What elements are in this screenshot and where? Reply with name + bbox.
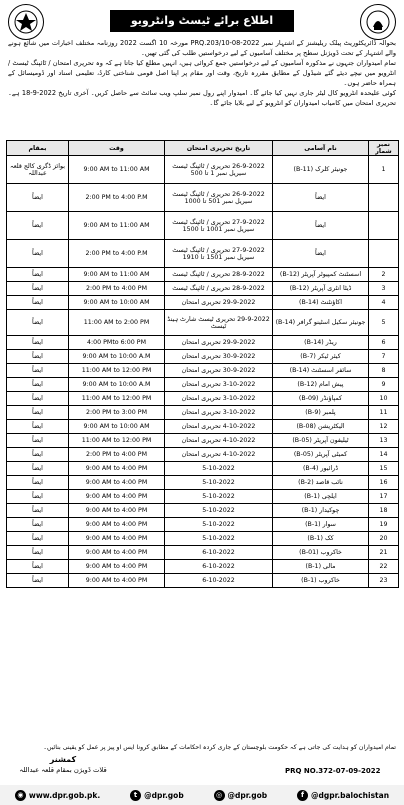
cell-venue: ایضاً: [7, 574, 69, 588]
twitter-handle: @dpr.gob: [144, 790, 184, 800]
twitter-link[interactable]: [130, 790, 184, 801]
cell-time: 2:00 PM to 4:00 P.M: [69, 240, 165, 268]
cell-no: 16: [369, 476, 399, 490]
cell-post: اسسٹنٹ کمپیوٹر آپریٹر (B-12): [273, 268, 369, 282]
cell-date: 5-10-2022: [165, 532, 273, 546]
table-row: [7, 574, 399, 588]
cell-no: 13: [369, 434, 399, 448]
table-row: [7, 406, 399, 420]
cell-date: 29-9-2022 تحریری ٹیسٹ شارٹ ہینڈ ٹیسٹ: [165, 310, 273, 336]
cell-no: 23: [369, 574, 399, 588]
cell-venue: ایضاً: [7, 268, 69, 282]
facebook-link[interactable]: [297, 790, 389, 801]
cell-time: 11:00 AM to 12:00 PM: [69, 392, 165, 406]
cell-time: 9:00 AM to 11:00 AM: [69, 156, 165, 184]
table-row: [7, 212, 399, 240]
cell-venue: ایضاً: [7, 420, 69, 434]
cell-no: 9: [369, 378, 399, 392]
prq-number: PRQ NO.372-07-09-2022: [285, 767, 381, 775]
cell-date: 3-10-2022 تحریری امتحان: [165, 406, 273, 420]
table-row: [7, 560, 399, 574]
cell-time: 9:00 AM to 4:00 PM: [69, 546, 165, 560]
cell-post: سائفر اسسٹنٹ (B-14): [273, 364, 369, 378]
cell-date: 5-10-2022: [165, 504, 273, 518]
cell-venue: ایضاً: [7, 378, 69, 392]
table-row: [7, 336, 399, 350]
intro-paragraph: کوئی علیحدہ انٹرویو کال لیٹر جاری نہیں کیا جائے گا۔ امیدوار اپنے رول نمبر سلپ ویب سائٹ سے حاصل کریں۔ آخری تاریخ 2022-9-18 ہے۔ تحریری امتحان میں کامیاب امیدواران کو انٹرویو کے لیے بلایا جائے گا۔: [8, 89, 396, 107]
cell-post: کمپاؤنڈر (B-09): [273, 392, 369, 406]
signature-block: [8, 755, 118, 775]
cell-no: [369, 240, 399, 268]
table-row: [7, 156, 399, 184]
cell-post: چوکیدار (B-1): [273, 504, 369, 518]
cell-date: 5-10-2022: [165, 518, 273, 532]
table-row: [7, 532, 399, 546]
website-text: www.dpr.gob.pk.: [28, 790, 101, 800]
cell-time: 9:00 AM to 4:00 PM: [69, 532, 165, 546]
intro-text: [8, 38, 396, 138]
table-row: [7, 434, 399, 448]
cell-time: 2:00 PM to 4:00 P.M: [69, 184, 165, 212]
cell-venue: ایضاً: [7, 240, 69, 268]
cell-date: 27-9-2022 تحریری / ٹائپنگ ٹیسٹ سیریل نمبر 1501 تا 1910: [165, 240, 273, 268]
cell-time: 9:00 AM to 10:00 AM: [69, 420, 165, 434]
cell-no: 21: [369, 546, 399, 560]
cell-venue: ایضاً: [7, 212, 69, 240]
cell-no: 7: [369, 350, 399, 364]
cell-date: 4-10-2022 تحریری امتحان: [165, 420, 273, 434]
cell-time: 9:00 AM to 10:00 A.M: [69, 378, 165, 392]
cell-time: 2:00 PM to 3:00 PM: [69, 406, 165, 420]
cell-post: الیکٹریشن (B-08): [273, 420, 369, 434]
header-post: نام آسامی: [273, 141, 369, 156]
cell-venue: ایضاً: [7, 476, 69, 490]
cell-no: 11: [369, 406, 399, 420]
table-row: [7, 392, 399, 406]
cell-post: سوار (B-1): [273, 518, 369, 532]
intro-paragraph: بحوالہ ڈائریکٹوریٹ پبلک ریلیشنز کے اشتہار نمبر PRQ.203/10-08-2022 مورخہ 10 اگست 2022 روزنامہ مختلف اخبارات میں شائع ہونے والے اشتہار کے تحت ڈویژنل سطح پر مختلف آسامیوں کے لیے درخواستیں طلب کی گئی تھیں۔: [8, 39, 396, 57]
table-row: [7, 282, 399, 296]
cell-date: 4-10-2022 تحریری امتحان: [165, 448, 273, 462]
cell-no: 4: [369, 296, 399, 310]
cell-date: 26-9-2022 تحریری / ٹائپنگ ٹیسٹ سیریل نمبر 1 تا 500: [165, 156, 273, 184]
cell-no: 19: [369, 518, 399, 532]
cell-post: خاکروب (B-01): [273, 546, 369, 560]
table-row: [7, 448, 399, 462]
cell-no: 18: [369, 504, 399, 518]
signature-title: کمشنر: [49, 755, 77, 764]
cell-no: [369, 184, 399, 212]
cell-time: 11:00 AM to 12:00 PM: [69, 434, 165, 448]
globe-icon: ◉: [15, 790, 26, 801]
table-row: [7, 546, 399, 560]
cell-post: کمیٹی آپریٹر (B-05): [273, 448, 369, 462]
instagram-icon: ◎: [214, 790, 225, 801]
balochistan-emblem-icon: [8, 4, 44, 40]
table-row: [7, 364, 399, 378]
cell-no: 20: [369, 532, 399, 546]
table-row: [7, 310, 399, 336]
cell-venue: ایضاً: [7, 310, 69, 336]
instagram-handle: @dpr.gob: [227, 790, 268, 800]
cell-date: 6-10-2022: [165, 546, 273, 560]
table-row: [7, 350, 399, 364]
cell-post: مالی (B-1): [273, 560, 369, 574]
cell-date: 28-9-2022 تحریری / ٹائپنگ ٹیسٹ: [165, 282, 273, 296]
cell-time: 9:00 AM to 4:00 PM: [69, 518, 165, 532]
cell-post: ایلچی (B-1): [273, 490, 369, 504]
header-venue: بمقام: [7, 141, 69, 156]
cell-no: 17: [369, 490, 399, 504]
table-header-row: [7, 141, 399, 156]
cell-post: ایضاً: [273, 212, 369, 240]
table-row: [7, 490, 399, 504]
cell-no: 10: [369, 392, 399, 406]
cell-no: [369, 212, 399, 240]
table-row: [7, 476, 399, 490]
cell-time: 2:00 PM to 4:00 PM: [69, 282, 165, 296]
cell-venue: ایضاً: [7, 532, 69, 546]
header-date: تاریخ تحریری امتحان: [165, 141, 273, 156]
cell-date: 30-9-2022 تحریری امتحان: [165, 364, 273, 378]
footer-note: تمام امیدواران کو ہدایت کی جاتی ہے کہ حکومت بلوچستان کے جاری کردہ احکامات کے مطابق کرونا ایس او پیز پر عمل کو یقینی بنائیں۔: [43, 744, 396, 751]
cell-no: 8: [369, 364, 399, 378]
government-seal-icon: [360, 4, 396, 40]
table-row: [7, 518, 399, 532]
cell-post: پیش امام (B-12): [273, 378, 369, 392]
cell-date: 30-9-2022 تحریری امتحان: [165, 350, 273, 364]
cell-venue: بوائز ڈگری کالج قلعہ عبداللہ: [7, 156, 69, 184]
cell-post: اکاؤنٹنٹ (B-14): [273, 296, 369, 310]
schedule-table: [6, 140, 399, 588]
cell-post: کک (B-1): [273, 532, 369, 546]
cell-date: 29-9-2022 تحریری امتحان: [165, 336, 273, 350]
cell-venue: ایضاً: [7, 392, 69, 406]
cell-time: 11:00 AM to 2:00 PM: [69, 310, 165, 336]
intro-paragraph: تمام امیدواران جنہوں نے مذکورہ آسامیوں کے لیے درخواستیں جمع کروائی ہیں، انہیں مطلع کیا جاتا ہے کہ وہ تحریری امتحان / ٹائپنگ ٹیسٹ / انٹرویو میں نیچے دیئے گئے شیڈول کے مطابق مقررہ تاریخ، وقت اور مقام پر اپنا اصل قومی شناختی کارڈ، تعلیمی اسناد اور ڈومیسائل کے ہمراہ حاضر ہوں۔: [8, 59, 396, 87]
cell-venue: ایضاً: [7, 282, 69, 296]
cell-no: 22: [369, 560, 399, 574]
cell-date: 5-10-2022: [165, 462, 273, 476]
cell-venue: ایضاً: [7, 560, 69, 574]
cell-date: 29-9-2022 تحریری امتحان: [165, 296, 273, 310]
social-footer: [0, 785, 404, 805]
cell-no: 15: [369, 462, 399, 476]
cell-no: 6: [369, 336, 399, 350]
cell-venue: ایضاً: [7, 448, 69, 462]
cell-time: 11:00 AM to 12:00 PM: [69, 364, 165, 378]
instagram-link[interactable]: [214, 790, 268, 801]
cell-time: 9:00 AM to 4:00 PM: [69, 476, 165, 490]
cell-date: 27-9-2022 تحریری / ٹائپنگ ٹیسٹ سیریل نمبر 1001 تا 1500: [165, 212, 273, 240]
table-row: [7, 296, 399, 310]
cell-venue: ایضاً: [7, 336, 69, 350]
cell-date: 5-10-2022: [165, 476, 273, 490]
cell-post: کیئر ٹیکر (B-7): [273, 350, 369, 364]
cell-no: 5: [369, 310, 399, 336]
table-row: [7, 420, 399, 434]
cell-time: 9:00 AM to 11:00 AM: [69, 212, 165, 240]
table-row: [7, 184, 399, 212]
cell-post: ریڈر (B-14): [273, 336, 369, 350]
cell-time: 9:00 AM to 4:00 PM: [69, 490, 165, 504]
cell-time: 9:00 AM to 4:00 PM: [69, 574, 165, 588]
cell-date: 6-10-2022: [165, 560, 273, 574]
cell-time: 9:00 AM to 4:00 PM: [69, 560, 165, 574]
cell-time: 9:00 AM to 4:00 PM: [69, 504, 165, 518]
cell-venue: ایضاً: [7, 406, 69, 420]
cell-time: 9:00 AM to 10:00 A.M: [69, 350, 165, 364]
cell-venue: ایضاً: [7, 350, 69, 364]
website-link[interactable]: [15, 790, 100, 801]
cell-venue: ایضاً: [7, 518, 69, 532]
cell-post: جونیئر کلرک (B-11): [273, 156, 369, 184]
cell-time: 9:00 AM to 11:00 AM: [69, 268, 165, 282]
cell-date: 4-10-2022 تحریری امتحان: [165, 434, 273, 448]
cell-venue: ایضاً: [7, 434, 69, 448]
cell-venue: ایضاً: [7, 462, 69, 476]
cell-date: 26-9-2022 تحریری / ٹائپنگ ٹیسٹ سیریل نمبر 501 تا 1000: [165, 184, 273, 212]
table-row: [7, 378, 399, 392]
signature-office: قلات ڈویژن بمقام قلعہ عبداللہ: [19, 766, 107, 774]
cell-date: 5-10-2022: [165, 490, 273, 504]
cell-post: ڈیٹا انٹری آپریٹر (B-12): [273, 282, 369, 296]
cell-venue: ایضاً: [7, 504, 69, 518]
cell-post: نائب قاصد (B-2): [273, 476, 369, 490]
table-row: [7, 240, 399, 268]
cell-no: 3: [369, 282, 399, 296]
cell-post: جونیئر سکیل اسٹینو گرافر (B-14): [273, 310, 369, 336]
cell-venue: ایضاً: [7, 546, 69, 560]
table-body: [7, 156, 399, 588]
facebook-handle: @dgpr.balochistan: [311, 790, 390, 800]
cell-no: 2: [369, 268, 399, 282]
cell-venue: ایضاً: [7, 296, 69, 310]
table-row: [7, 462, 399, 476]
cell-venue: ایضاً: [7, 490, 69, 504]
cell-post: ایضاً: [273, 240, 369, 268]
cell-no: 14: [369, 448, 399, 462]
cell-time: 2:00 PM to 4:00 PM: [69, 448, 165, 462]
cell-date: 28-9-2022 تحریری / ٹائپنگ ٹیسٹ: [165, 268, 273, 282]
table-row: [7, 504, 399, 518]
cell-post: ٹیلیفون آپریٹر (B-05): [273, 434, 369, 448]
cell-post: ڈرائیور (B-4): [273, 462, 369, 476]
table-row: [7, 268, 399, 282]
header-no: نمبر شمار: [369, 141, 399, 156]
cell-post: ایضاً: [273, 184, 369, 212]
cell-time: 9:00 AM to 4:00 PM: [69, 462, 165, 476]
cell-post: پلمبر (B-9): [273, 406, 369, 420]
cell-venue: ایضاً: [7, 364, 69, 378]
cell-no: 12: [369, 420, 399, 434]
facebook-icon: f: [297, 790, 308, 801]
header-time: وقت: [69, 141, 165, 156]
notice-title: اطلاع برائے ٹیسٹ وانٹرویو: [110, 10, 294, 32]
cell-date: 6-10-2022: [165, 574, 273, 588]
cell-time: 4:00 PMto 6:00 PM: [69, 336, 165, 350]
cell-time: 9:00 AM to 10:00 AM: [69, 296, 165, 310]
cell-no: 1: [369, 156, 399, 184]
twitter-icon: t: [130, 790, 141, 801]
cell-date: 3-10-2022 تحریری امتحان: [165, 392, 273, 406]
cell-post: خاکروب (B-1): [273, 574, 369, 588]
cell-venue: ایضاً: [7, 184, 69, 212]
cell-date: 3-10-2022 تحریری امتحان: [165, 378, 273, 392]
